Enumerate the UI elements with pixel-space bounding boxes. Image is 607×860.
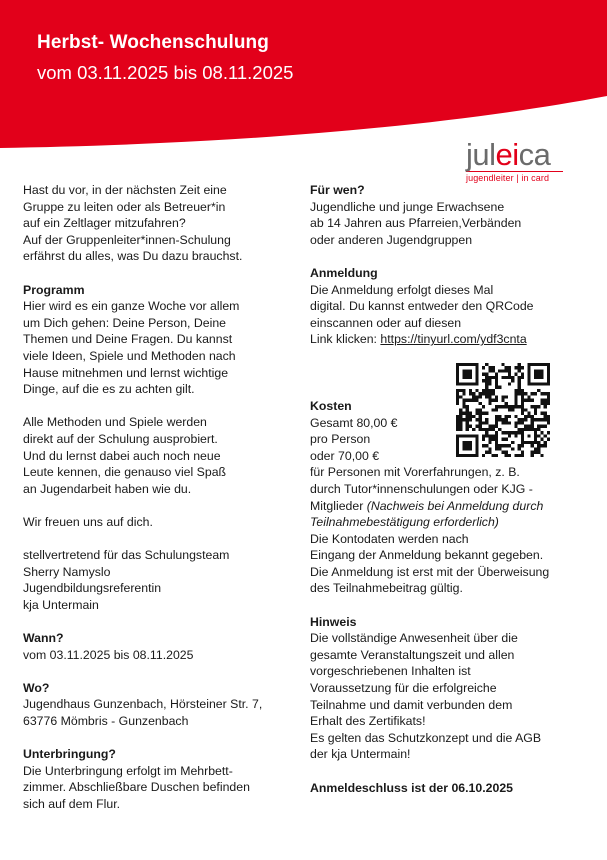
registration-link[interactable]: https://tinyurl.com/ydf3cnta xyxy=(380,332,527,347)
page-dates: vom 03.11.2025 bis 08.11.2025 xyxy=(37,62,294,83)
logo-wordmark: juleica xyxy=(466,137,551,172)
wo-text: Jugendhaus Gunzenbach, Hörsteiner Str. 7, 63776 Mömbris - Gunzenbach xyxy=(23,697,263,728)
programm-text: Hier wird es ein ganze Woche vor allem um Dich gehen: Deine Person, Deine Themen und Deine Fragen. Du kannst viele Ideen, Spiele und Methoden nach Hause mitnehmen und lernst wichtige Dinge, auf die es zu achten gilt. xyxy=(23,299,240,397)
wo-heading: Wo? xyxy=(23,680,50,695)
anmeldung-heading: Anmeldung xyxy=(310,265,378,280)
qr-code[interactable] xyxy=(456,363,550,457)
kosten-heading: Kosten xyxy=(310,398,352,413)
unterbringung-heading: Unterbringung? xyxy=(23,747,116,762)
methoden-text: Alle Methoden und Spiele werden direkt auf der Schulung ausprobiert. Und du lernst dabei auch noch neue Leute kennen, die genauso viel Spaß an Jugendarbeit haben wie du. xyxy=(23,415,227,496)
anmeldung-link-line xyxy=(310,331,590,348)
kosten-text: Gesamt 80,00 € pro Person oder 70,00 € für Personen mit Vorerfahrungen, z. B. durch Tutor*innenschulungen oder KJG - xyxy=(310,415,533,496)
left-column xyxy=(23,182,291,829)
kosten-nachweis: (Nachweis bei Anmeldung durch Teilnahmebestätigung erforderlich) xyxy=(310,498,544,530)
wann-heading: Wann? xyxy=(23,631,64,646)
kosten-konto-text: Die Kontodaten werden nach Eingang der Anmeldung bekannt gegeben. Die Anmeldung ist erst mit der Überweisung des Teilnahmebeitrag gültig. xyxy=(310,531,550,596)
logo-tagline: jugendleiter | in card xyxy=(466,171,563,183)
kosten-nachweis-line xyxy=(310,498,590,531)
freuen-text: Wir freuen uns auf dich. xyxy=(23,514,153,529)
anmeldung-text: Die Anmeldung erfolgt dieses Mal digital. Du kannst entweder den QRCode einscannen oder auf diesen xyxy=(310,282,534,330)
qr-code-graphic xyxy=(456,363,550,457)
deadline-text: Anmeldeschluss ist der 06.10.2025 xyxy=(310,780,514,795)
fuer-wen-heading: Für wen? xyxy=(310,183,365,197)
juleica-logo xyxy=(466,137,566,183)
fuer-wen-text: Jugendliche und junge Erwachsene ab 14 Jahren aus Pfarreien,Verbänden oder anderen Jugendgruppen xyxy=(310,199,522,247)
intro-text: Hast du vor, in der nächsten Zeit eine Gruppe zu leiten oder als Betreuer*in auf ein Zeltlager mitzufahren? Auf der Gruppenleiter*innen-Schulung erfährst du alles, was Du dazu brauchst. xyxy=(23,183,243,264)
page-title: Herbst- Wochenschulung xyxy=(37,32,269,53)
unterbringung-text: Die Unterbringung erfolgt im Mehrbett- zimmer. Abschließbare Duschen befinden sich auf dem Flur. xyxy=(23,763,250,811)
hinweis-text: Die vollständige Anwesenheit über die gesamte Veranstaltungszeit und allen vorgeschriebenen Inhalten ist Voraussetzung für die erfolgreiche Teilnahme und damit verbunden dem Erhalt des Zertifikats! Es gelten das Schutzkonzept und die AGB der kja Untermain! xyxy=(310,631,542,762)
hinweis-heading: Hinweis xyxy=(310,614,357,629)
kosten-mitglieder: Mitglieder xyxy=(310,498,367,513)
right-column xyxy=(310,182,590,813)
signature: stellvertretend für das Schulungsteam Sherry Namyslo Jugendbildungsreferentin kja Untermain xyxy=(23,548,230,612)
wann-text: vom 03.11.2025 bis 08.11.2025 xyxy=(23,647,194,662)
link-prefix: Link klicken: xyxy=(310,332,381,347)
programm-heading: Programm xyxy=(23,282,85,297)
